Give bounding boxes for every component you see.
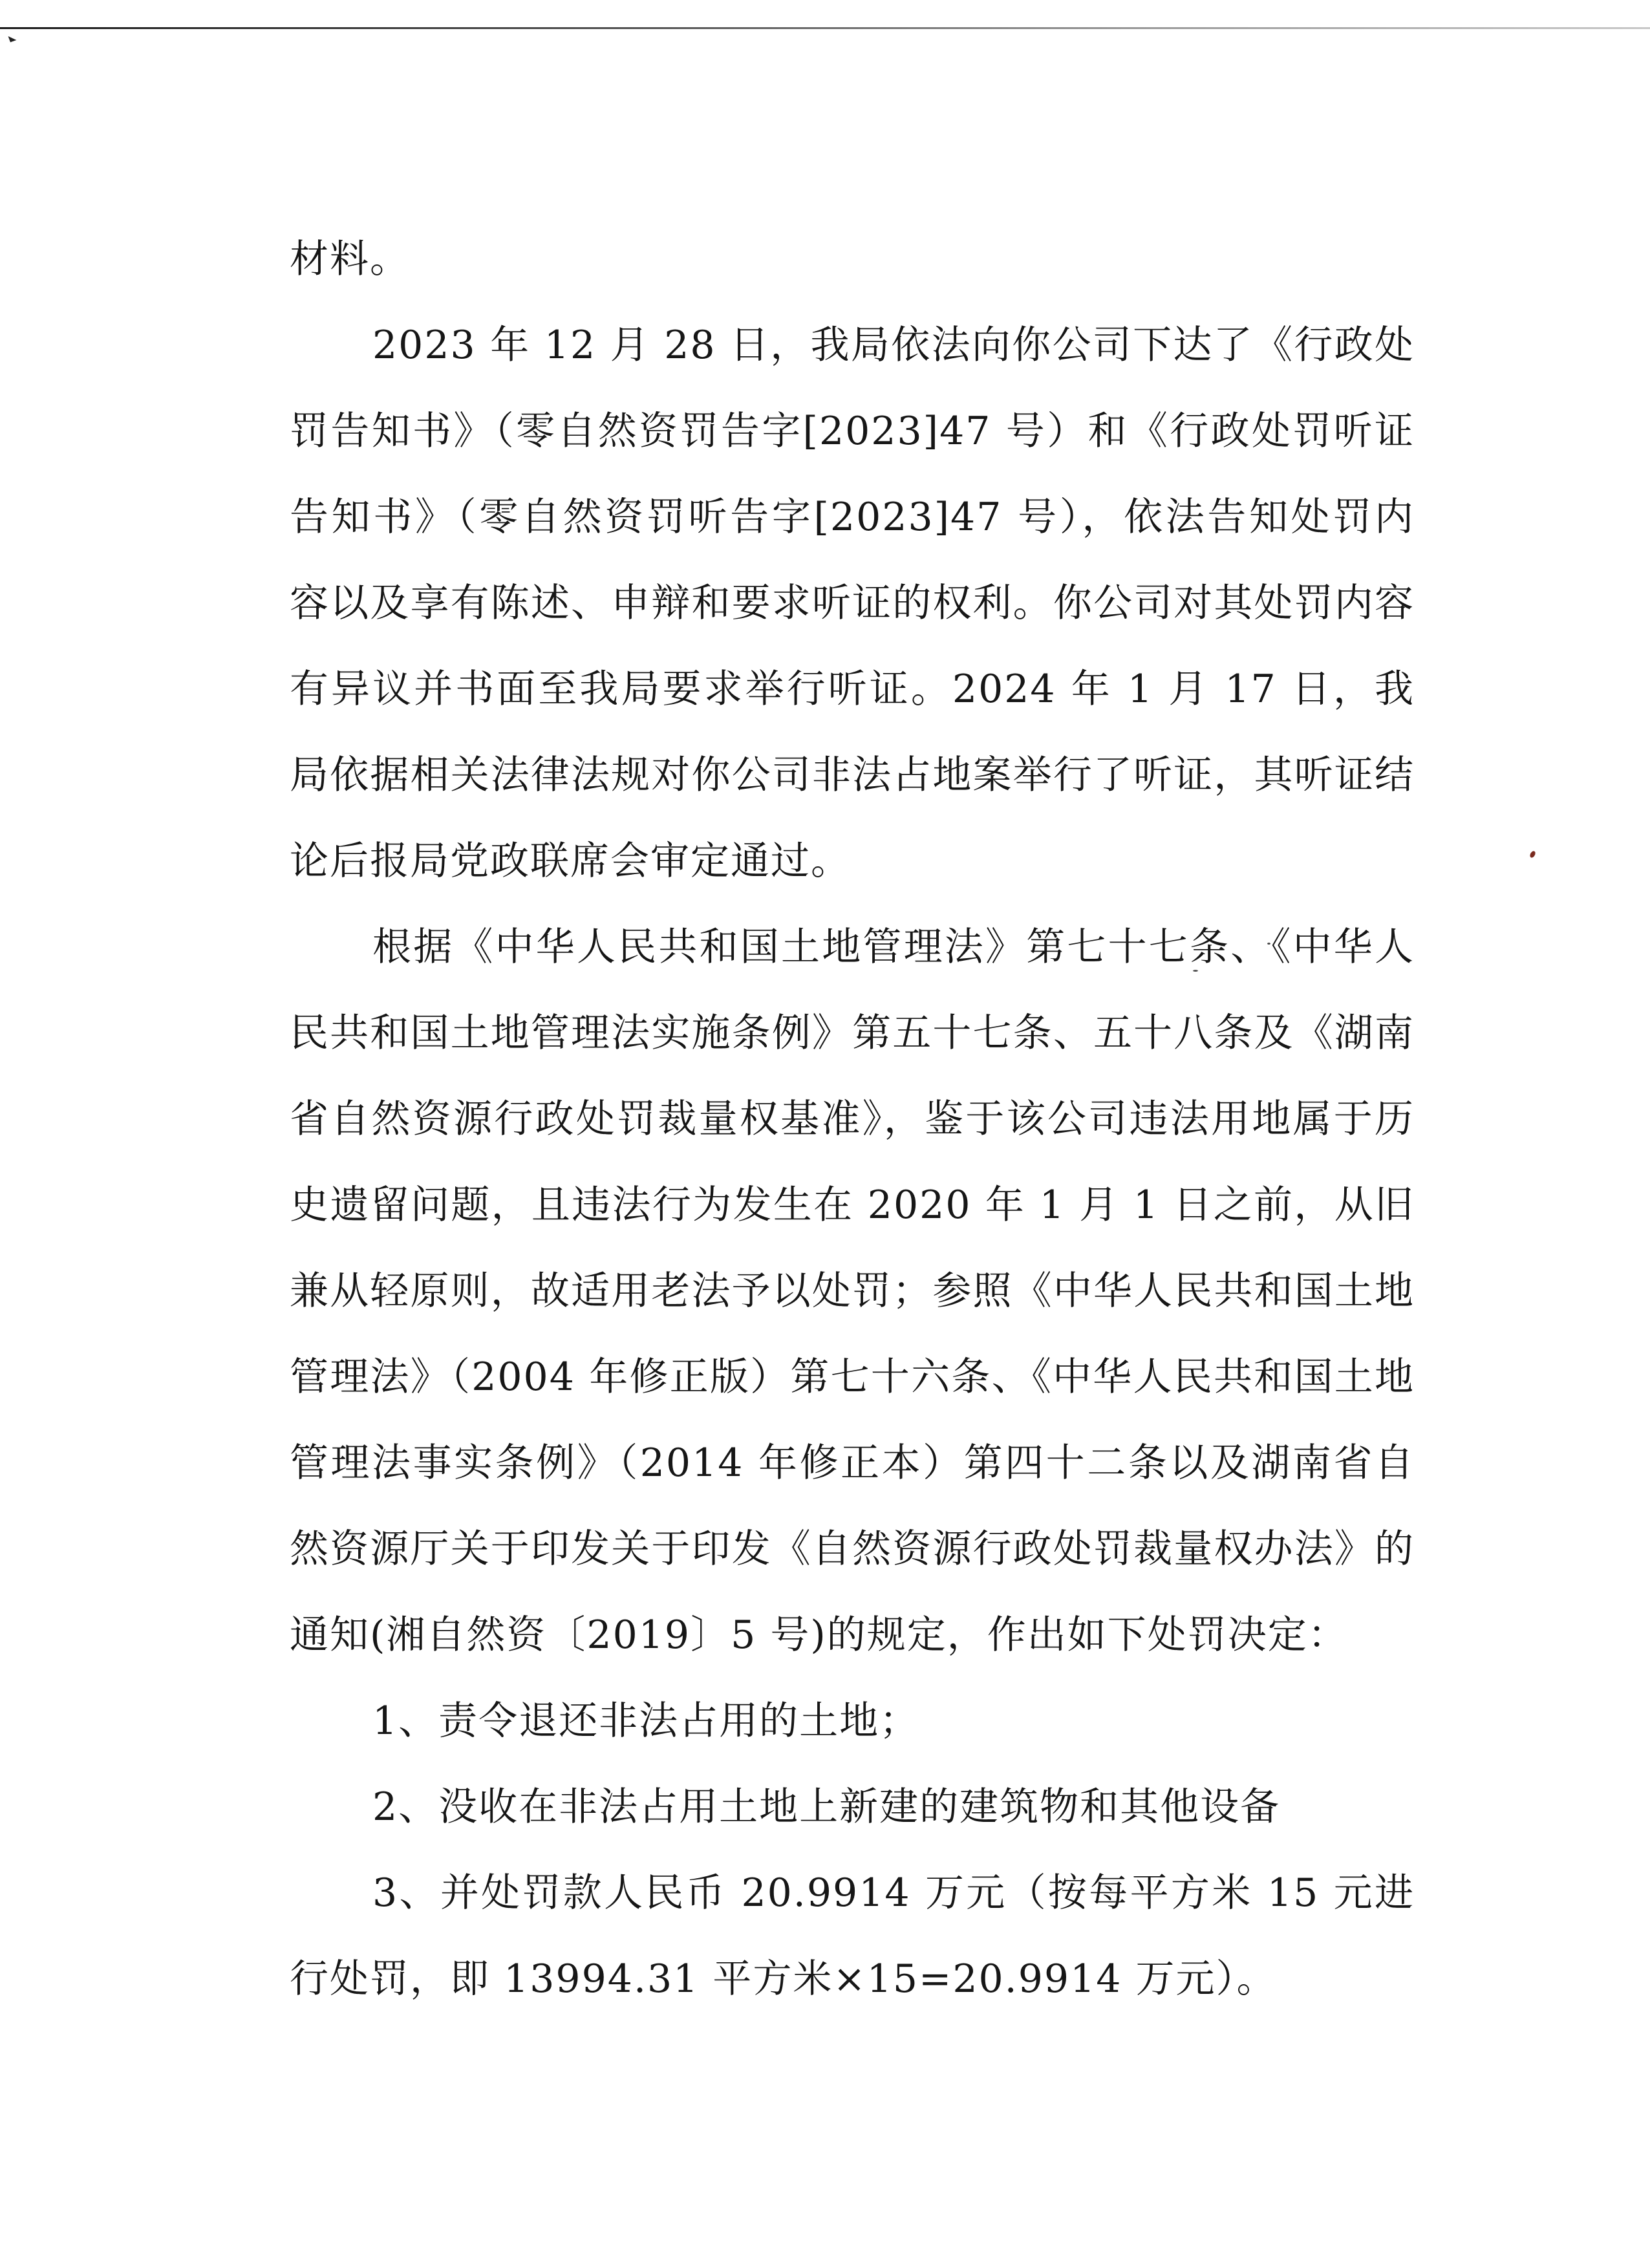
ink-speck	[1529, 850, 1537, 859]
scan-corner-mark	[8, 34, 17, 43]
paragraph-notice-and-hearing: 2023 年 12 月 28 日，我局依法向你公司下达了《行政处罚告知书》（零自然资罚告字[2023]47 号）和《行政处罚听证告知书》（零自然资罚听告字[2023]47 号），依法告知处罚内容以及享有陈述、申辩和要求听证的权利。你公司对其处罚内容有异议并书面至我局要求举行听证。2024 年 1 月 17 日，我局依据相关法律法规对你公司非法占地案举行了听证，其听证结论后报局党政联席会审定通过。	[290, 323, 1415, 884]
document-body	[290, 217, 1415, 2022]
decision-item-1: 1、责令退还非法占用的土地；	[372, 1698, 920, 1744]
paragraph-materials: 材料。	[290, 237, 410, 282]
paragraph-legal-basis: 根据《中华人民共和国土地管理法》第七十七条、《中华人民共和国土地管理法实施条例》第五十七条、五十八条及《湖南省自然资源行政处罚裁量权基准》，鉴于该公司违法用地属于历史遗留问题，且违法行为发生在 2020 年 1 月 1 日之前，从旧兼从轻原则，故适用老法予以处罚；参照《中华人民共和国土地管理法》（2004 年修正版）第七十六条、《中华人民共和国土地管理法事实条例》（2014 年修正本）第四十二条以及湖南省自然资源厅关于印发关于印发《自然资源行政处罚裁量权办法》的通知(湘自然资〔2019〕5 号)的规定，作出如下处罚决定：	[290, 925, 1415, 1658]
scan-top-edge	[0, 27, 1650, 29]
decision-item-2: 2、没收在非法占用土地上新建的建筑物和其他设备	[372, 1784, 1281, 1830]
decision-item-3: 3、并处罚款人民币 20.9914 万元（按每平方米 15 元进行处罚，即 13994.31 平方米×15=20.9914 万元）。	[290, 1870, 1415, 2002]
